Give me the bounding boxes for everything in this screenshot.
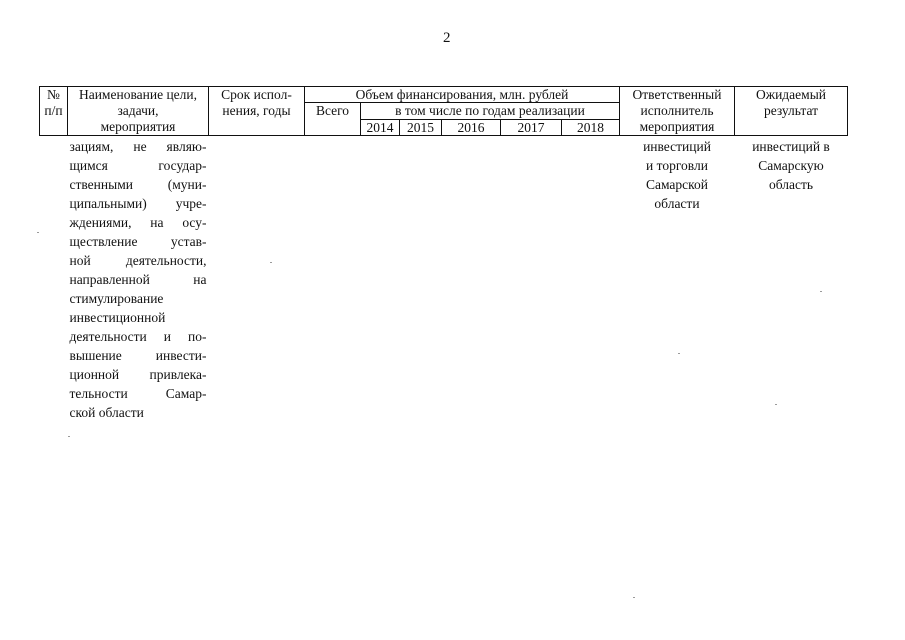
header-responsible [620,87,735,136]
cell-term [209,136,305,423]
header-year-2016: 2016 [442,120,501,136]
cell-result [735,136,848,423]
scan-speck [775,404,777,405]
header-responsible-line: мероприятия [639,119,715,134]
responsible-line: области [654,196,700,211]
header-year-2014: 2014 [361,120,400,136]
header-year-2018: 2018 [562,120,620,136]
header-name-line: Наименование цели, [78,87,198,102]
table-header [40,87,848,136]
header-total: Всего [305,103,361,136]
name-line: зациям, не являю- [69,139,207,154]
header-result-line: результат [763,103,819,118]
header-term-line: нения, годы [222,103,291,118]
name-line: вышение инвести- [69,348,207,363]
cell-2018 [562,136,620,423]
plan-table [39,86,848,422]
header-number-line: п/п [44,103,63,118]
header-result [735,87,848,136]
cell-2017 [501,136,562,423]
cell-total [305,136,361,423]
name-line: ципальными) учре- [69,196,207,211]
header-name-line: мероприятия [100,119,176,134]
name-line: тельности Самар- [69,386,207,401]
responsible-line: Самарской [645,177,709,192]
responsible-line: и торговли [646,158,708,173]
header-financing: Объем финансирования, млн. рублей [305,87,620,103]
name-line: стимулирование [69,291,164,306]
cell-responsible [620,136,735,423]
name-line: деятельности и по- [69,329,207,344]
name-line: ственными (муни- [69,177,207,192]
header-responsible-line: исполнитель [640,103,714,118]
name-line: ционной привлека- [69,367,207,382]
scan-speck [270,262,272,263]
name-line: ществление устав- [69,234,207,249]
page-number: 2 [443,30,451,46]
name-line: инвестиционной [69,310,166,325]
result-line: область [768,177,814,192]
header-number [40,87,68,136]
name-line: ской области [69,405,144,420]
header-by-years: в том числе по годам реализации [361,103,620,120]
result-line: инвестиций в [752,139,830,154]
cell-2016 [442,136,501,423]
cell-number [40,136,68,423]
header-number-line: № [47,87,60,102]
table-row [40,136,848,423]
name-line: ждениями, на осу- [69,215,207,230]
responsible-line: инвестиций [643,139,711,154]
name-line: щимся государ- [69,158,207,173]
scan-speck [37,232,39,233]
header-year-2017: 2017 [501,120,562,136]
cell-2014 [361,136,400,423]
name-line: ной деятельности, [69,253,207,268]
header-term-line: Срок испол- [221,87,292,102]
name-line: направленной на [69,272,207,287]
result-line: Самарскую [758,158,824,173]
cell-2015 [400,136,442,423]
header-year-2015: 2015 [400,120,442,136]
header-term [209,87,305,136]
scan-speck [820,291,822,292]
scan-speck [633,597,635,598]
scan-speck [68,436,70,437]
scan-speck [678,353,680,354]
header-name-line: задачи, [117,103,159,118]
cell-name [68,136,209,423]
header-responsible-line: Ответственный [632,87,722,102]
header-result-line: Ожидаемый [756,87,826,102]
header-name [68,87,209,136]
